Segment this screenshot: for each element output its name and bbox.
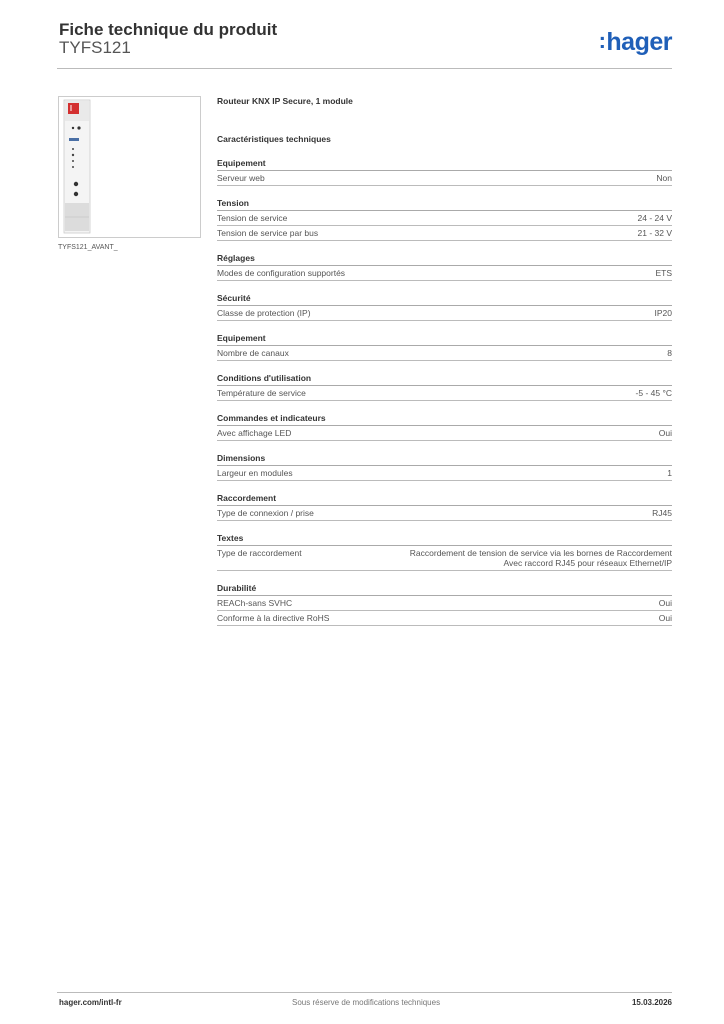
footer-website: hager.com/intl-fr bbox=[59, 998, 122, 1007]
spec-label: Tension de service par bus bbox=[217, 228, 319, 238]
spec-value: 1 bbox=[667, 468, 672, 478]
spec-value: 21 - 32 V bbox=[637, 228, 672, 238]
spec-value: Oui bbox=[658, 613, 672, 623]
footer-notice: Sous réserve de modifications techniques bbox=[292, 998, 441, 1007]
product-image bbox=[58, 96, 201, 238]
spec-value: Non bbox=[656, 173, 672, 183]
spec-label: Tension de service bbox=[217, 213, 288, 223]
group-title: Raccordement bbox=[217, 493, 672, 506]
spec-label: REACh-sans SVHC bbox=[217, 598, 293, 608]
spec-value: Oui bbox=[658, 598, 672, 608]
spec-label: Serveur web bbox=[217, 173, 265, 183]
spec-label: Nombre de canaux bbox=[217, 348, 289, 358]
group-title: Dimensions bbox=[217, 453, 672, 466]
spec-label: Largeur en modules bbox=[217, 468, 293, 478]
spec-group-textes bbox=[217, 533, 672, 571]
product-name: Routeur KNX IP Secure, 1 module bbox=[217, 96, 353, 106]
spec-row bbox=[217, 306, 672, 321]
group-title: Réglages bbox=[217, 253, 672, 266]
spec-row bbox=[217, 266, 672, 281]
spec-value: IP20 bbox=[654, 308, 672, 318]
spec-value-line: Avec raccord RJ45 pour réseaux Ethernet/IP bbox=[503, 558, 672, 568]
spec-group-commandes bbox=[217, 413, 672, 441]
group-title: Durabilité bbox=[217, 583, 672, 596]
logo-text: hager bbox=[606, 28, 672, 56]
spec-group-dimensions bbox=[217, 453, 672, 481]
spec-label: Conforme à la directive RoHS bbox=[217, 613, 330, 623]
spec-label: Température de service bbox=[217, 388, 306, 398]
group-title: Textes bbox=[217, 533, 672, 546]
spec-row bbox=[217, 506, 672, 521]
spec-group-securite bbox=[217, 293, 672, 321]
footer-date: 15.03.2026 bbox=[631, 998, 672, 1007]
group-title: Conditions d'utilisation bbox=[217, 373, 672, 386]
spec-value: ETS bbox=[655, 268, 672, 278]
group-title: Equipement bbox=[217, 333, 672, 346]
group-title: Tension bbox=[217, 198, 672, 211]
spec-row bbox=[217, 426, 672, 441]
spec-row bbox=[217, 171, 672, 186]
spec-group-conditions bbox=[217, 373, 672, 401]
spec-row bbox=[217, 226, 672, 241]
group-title: Equipement bbox=[217, 158, 672, 171]
spec-value: 24 - 24 V bbox=[637, 213, 672, 223]
page-title: Fiche technique du produit bbox=[59, 20, 278, 39]
spec-group-equipement bbox=[217, 158, 672, 186]
spec-value-line: Raccordement de tension de service via les bornes de Raccordement bbox=[409, 548, 672, 558]
footer-divider bbox=[57, 992, 672, 993]
spec-row bbox=[217, 211, 672, 226]
spec-value: RJ45 bbox=[652, 508, 672, 518]
spec-row bbox=[217, 386, 672, 401]
spec-label: Modes de configuration supportés bbox=[217, 268, 346, 278]
spec-row bbox=[217, 546, 672, 571]
spec-row bbox=[217, 596, 672, 611]
spec-value: Oui bbox=[658, 428, 672, 438]
group-title: Sécurité bbox=[217, 293, 672, 306]
spec-group-durabilite bbox=[217, 583, 672, 626]
spec-row bbox=[217, 346, 672, 361]
spec-value-multiline bbox=[410, 548, 672, 568]
image-caption: TYFS121_AVANT_ bbox=[58, 244, 118, 251]
spec-label: Classe de protection (IP) bbox=[217, 308, 311, 318]
header-divider bbox=[57, 68, 672, 69]
spec-group-raccordement bbox=[217, 493, 672, 521]
spec-row bbox=[217, 611, 672, 626]
spec-group-equipement-2 bbox=[217, 333, 672, 361]
spec-heading: Caractéristiques techniques bbox=[217, 134, 331, 144]
product-reference: TYFS121 bbox=[59, 38, 131, 57]
spec-value: 8 bbox=[667, 348, 672, 358]
spec-value: -5 - 45 °C bbox=[635, 388, 672, 398]
spec-label: Type de raccordement bbox=[217, 548, 302, 558]
spec-label: Avec affichage LED bbox=[217, 428, 292, 438]
logo-mark: : bbox=[598, 28, 606, 53]
spec-group-reglages bbox=[217, 253, 672, 281]
spec-row bbox=[217, 466, 672, 481]
spec-label: Type de connexion / prise bbox=[217, 508, 314, 518]
product-illustration bbox=[59, 97, 200, 237]
spec-sheet bbox=[217, 96, 672, 638]
hager-logo bbox=[599, 28, 672, 57]
spec-group-tension bbox=[217, 198, 672, 241]
group-title: Commandes et indicateurs bbox=[217, 413, 672, 426]
